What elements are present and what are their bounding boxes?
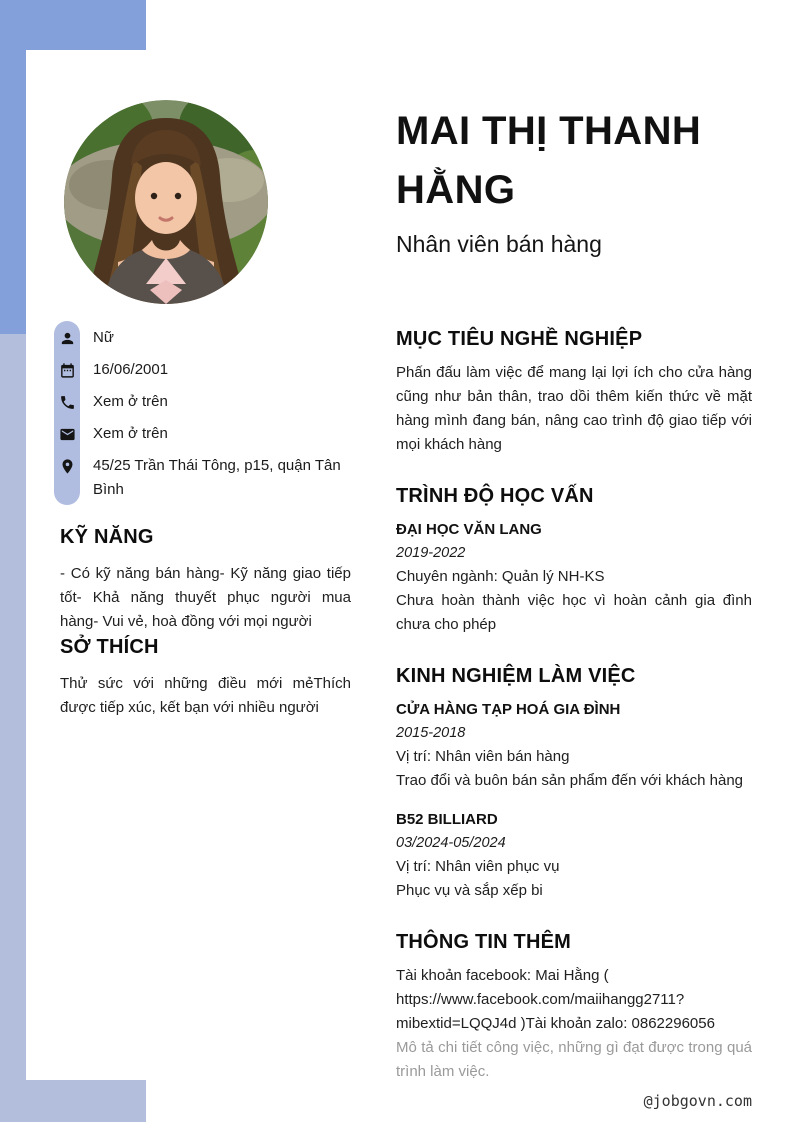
contact-value: 16/06/2001 xyxy=(93,361,169,378)
section-heading-education: TRÌNH ĐỘ HỌC VẤN xyxy=(396,485,594,507)
phone-icon xyxy=(54,390,80,414)
additional-facebook-url[interactable]: https://www.facebook.com/maiihangg2711? xyxy=(396,991,685,1008)
contact-value: 45/25 Trần Thái Tông, p15, quận Tân Bình xyxy=(93,457,341,498)
experience-position: Vị trí: Nhân viên bán hàng xyxy=(396,748,570,765)
experience-position: Vị trí: Nhân viên phục vụ xyxy=(396,858,560,875)
section-heading-experience: KINH NGHIỆM LÀM VIỆC xyxy=(396,665,636,687)
section-hobbies xyxy=(60,634,351,720)
experience-period: 03/2024-05/2024 xyxy=(396,835,506,851)
contact-row-gender xyxy=(54,326,354,350)
skills-text: - Có kỹ năng bán hàng- Kỹ năng giao tiếp tốt- Khả năng thuyết phục người mua hàng- Vui vẻ, hoà đồng với mọi người xyxy=(60,565,351,630)
section-heading-objective: MỤC TIÊU NGHỀ NGHIỆP xyxy=(396,328,643,350)
education-note: Chưa hoàn thành việc học vì hoàn cảnh gia đình chưa cho phép xyxy=(396,592,752,633)
section-education xyxy=(396,483,752,637)
contact-row-email xyxy=(54,422,354,446)
section-skills xyxy=(60,524,351,634)
hobbies-text: Thử sức với những điều mới mẻThích được tiếp xúc, kết bạn với nhiều người xyxy=(60,675,351,716)
watermark: @jobgovn.com xyxy=(643,1092,752,1110)
contact-value: Xem ở trên xyxy=(93,425,168,442)
contact-row-address xyxy=(54,454,354,502)
experience-period: 2015-2018 xyxy=(396,725,466,741)
contact-value: Nữ xyxy=(93,329,114,346)
section-additional-info xyxy=(396,929,752,1084)
experience-company: CỬA HÀNG TẠP HOÁ GIA ĐÌNH xyxy=(396,701,621,718)
left-accent-strip-top xyxy=(0,0,26,334)
experience-description: Phục vụ và sắp xếp bi xyxy=(396,882,543,899)
section-heading-additional: THÔNG TIN THÊM xyxy=(396,931,572,953)
experience-entry xyxy=(396,698,752,793)
location-icon xyxy=(54,454,80,478)
additional-placeholder-note: Mô tả chi tiết công việc, những gì đạt được trong quá trình làm việc. xyxy=(396,1039,752,1080)
contact-list xyxy=(54,326,354,510)
bottom-left-accent-block xyxy=(0,1080,146,1122)
experience-company: B52 BILLIARD xyxy=(396,811,498,828)
education-school: ĐẠI HỌC VĂN LANG xyxy=(396,521,542,538)
left-accent-strip-bottom xyxy=(0,334,26,1122)
education-major: Chuyên ngành: Quản lý NH-KS xyxy=(396,568,605,585)
profile-photo-illustration xyxy=(64,100,268,304)
additional-facebook-line: Tài khoản facebook: Mai Hằng ( xyxy=(396,967,609,984)
candidate-name: MAI THỊ THANH HẰNG xyxy=(396,109,702,212)
right-column xyxy=(396,326,752,1084)
section-heading-hobbies: SỞ THÍCH xyxy=(60,636,159,658)
section-objective xyxy=(396,326,752,457)
header xyxy=(396,102,752,259)
additional-zalo-line: mibextid=LQQJ4d )Tài khoản zalo: 0862296056 xyxy=(396,1015,715,1032)
experience-entry xyxy=(396,808,752,903)
contact-value: Xem ở trên xyxy=(93,393,168,410)
job-title: Nhân viên bán hàng xyxy=(396,231,602,257)
section-experience xyxy=(396,663,752,903)
contact-row-birthdate xyxy=(54,358,354,382)
contact-row-phone xyxy=(54,390,354,414)
objective-text: Phấn đấu làm việc để mang lại lợi ích cho cửa hàng cũng như bản thân, trao dồi thêm kiến thức về mặt hàng mình đang bán, nâng cao trình độ giao tiếp với mọi khách hàng xyxy=(396,364,752,453)
profile-photo xyxy=(64,100,268,304)
person-icon xyxy=(54,326,80,350)
email-icon xyxy=(54,422,80,446)
left-column xyxy=(60,524,351,720)
calendar-icon xyxy=(54,358,80,382)
section-heading-skills: KỸ NĂNG xyxy=(60,526,154,548)
experience-description: Trao đổi và buôn bán sản phẩm đến với khách hàng xyxy=(396,772,744,789)
education-period: 2019-2022 xyxy=(396,545,466,561)
